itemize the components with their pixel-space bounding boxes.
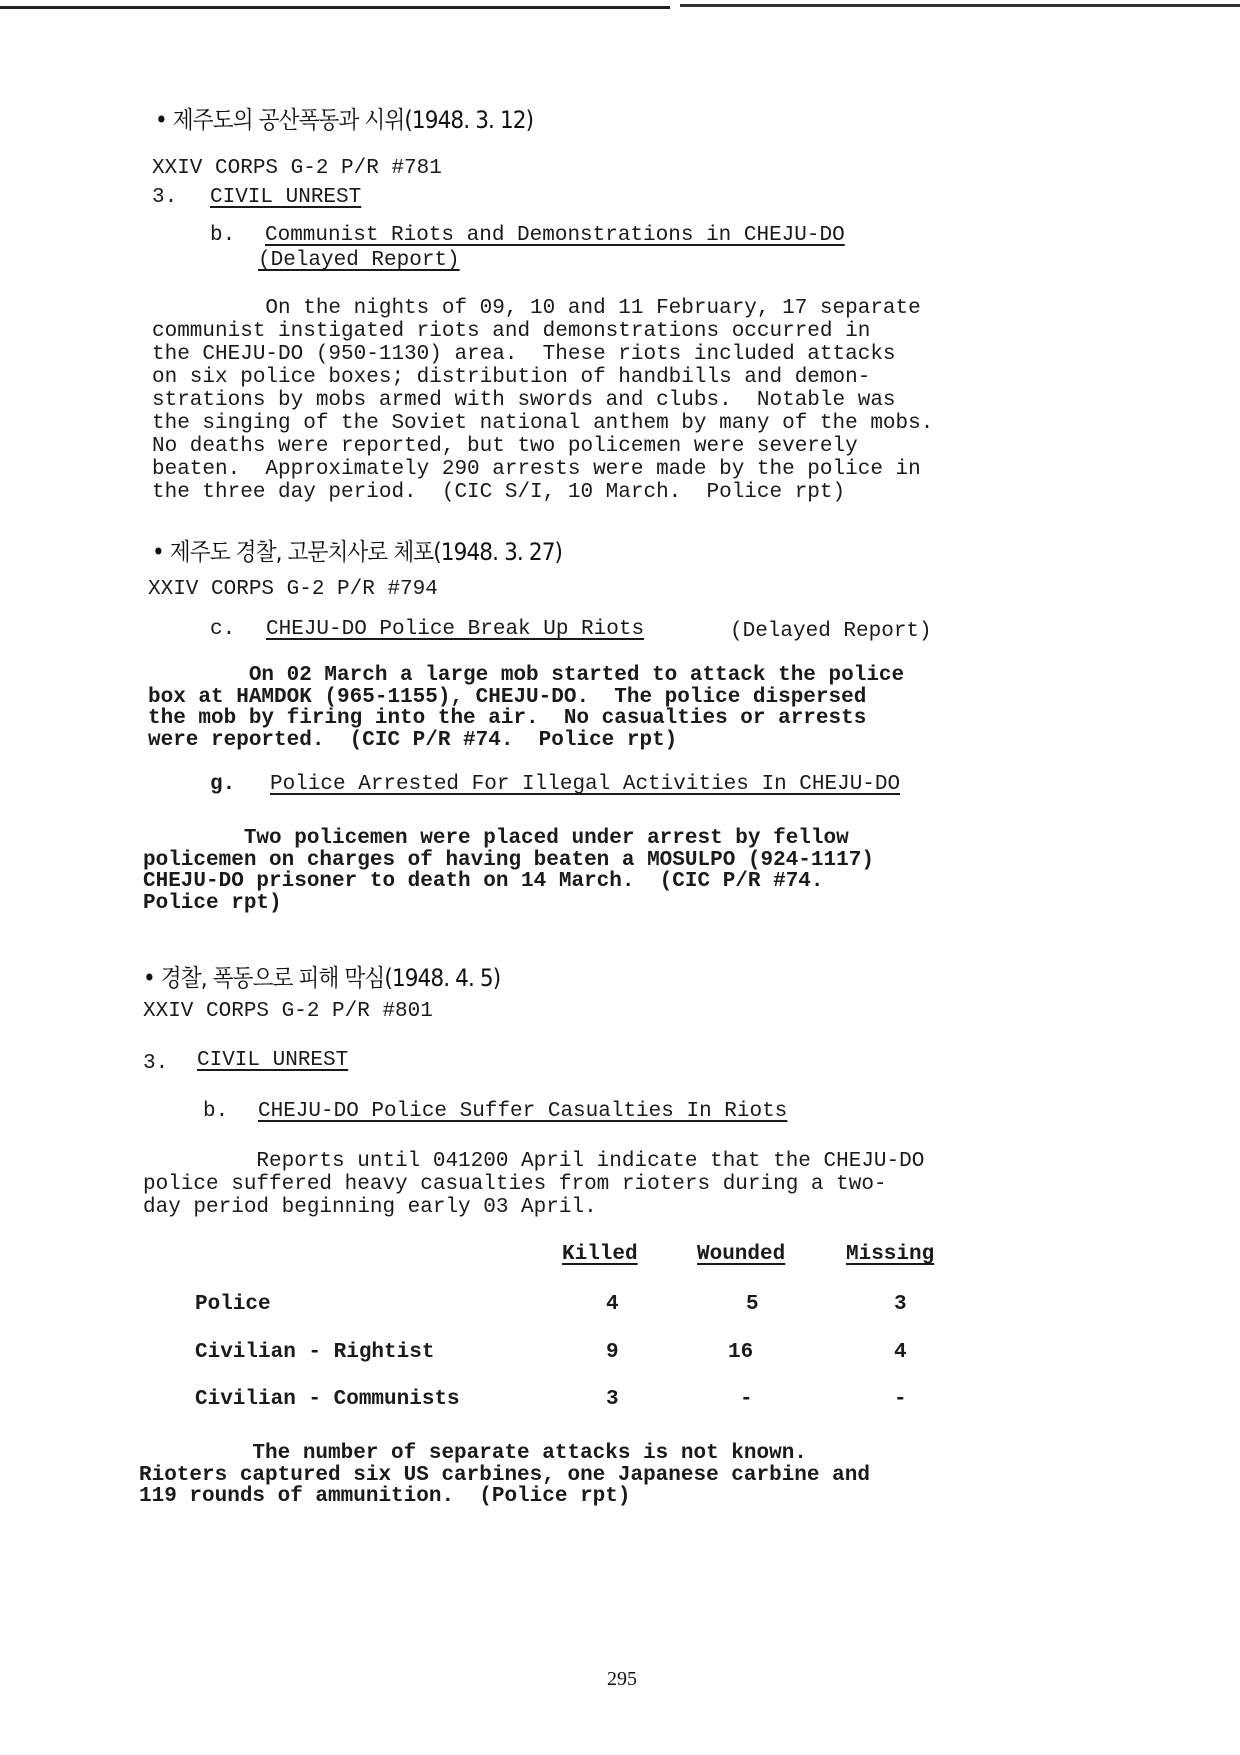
report-id-781: XXIV CORPS G-2 P/R #781 xyxy=(152,157,442,180)
text-line: policemen on charges of having beaten a MOSULPO (924-1117) xyxy=(143,848,874,872)
cell-wounded: - xyxy=(740,1388,753,1411)
scan-border-top-right xyxy=(680,4,1240,7)
text-line: Reports until 041200 April indicate that the CHEJU-DO xyxy=(143,1150,925,1173)
item-letter-c: c. xyxy=(210,618,236,641)
item-letter-b-3: b. xyxy=(203,1100,229,1123)
scan-border-top-left xyxy=(0,6,670,9)
text-line: box at HAMDOK (965-1155), CHEJU-DO. The police dispersed xyxy=(148,685,867,709)
cell-killed: 4 xyxy=(606,1293,619,1316)
paragraph-police-arrested xyxy=(143,828,874,914)
text-line: the singing of the Soviet national anthem by many of the mobs. xyxy=(152,412,934,435)
text-line: beaten. Approximately 290 arrests were made by the police in xyxy=(152,458,921,481)
text-line: On the nights of 09, 10 and 11 February, 17 separate xyxy=(152,297,921,320)
paragraph-communist-riots xyxy=(152,297,933,504)
table-header-killed: Killed xyxy=(562,1243,638,1266)
text-line: day period beginning early 03 April. xyxy=(143,1196,597,1219)
paragraph-closing xyxy=(139,1443,870,1508)
report-id-801: XXIV CORPS G-2 P/R #801 xyxy=(143,1000,433,1023)
text-line: Police rpt) xyxy=(143,891,282,915)
report-id-794: XXIV CORPS G-2 P/R #794 xyxy=(148,578,438,601)
korean-heading-2: • 제주도 경찰, 고문치사로 체포(1948. 3. 27) xyxy=(152,538,563,566)
text-line: CHEJU-DO prisoner to death on 14 March. (CIC P/R #74. xyxy=(143,870,824,893)
item-title-communist-riots: Communist Riots and Demonstrations in CHEJU-DO xyxy=(265,224,845,247)
cell-missing: - xyxy=(894,1388,907,1411)
text-line: on six police boxes; distribution of handbills and demon- xyxy=(152,366,871,389)
cell-wounded: 16 xyxy=(728,1341,754,1364)
text-line: were reported. (CIC P/R #74. Police rpt) xyxy=(148,728,678,752)
text-line: On 02 March a large mob started to attack the police xyxy=(148,664,905,687)
korean-heading-1: • 제주도의 공산폭동과 시위(1948. 3. 12) xyxy=(155,106,534,134)
cell-killed: 3 xyxy=(606,1388,619,1411)
row-label: Civilian - Communists xyxy=(195,1388,460,1411)
text-line: Two policemen were placed under arrest by fellow xyxy=(143,827,849,850)
text-line: the three day period. (CIC S/I, 10 March. Police rpt) xyxy=(152,481,846,504)
item-title-police-suffer-casualties: CHEJU-DO Police Suffer Casualties In Riots xyxy=(258,1100,788,1123)
section-title-civil-unrest-1: CIVIL UNREST xyxy=(210,186,362,209)
cell-missing: 3 xyxy=(894,1293,907,1316)
cell-missing: 4 xyxy=(894,1341,907,1364)
cell-killed: 9 xyxy=(606,1341,619,1364)
text-line: the mob by firing into the air. No casualties or arrests xyxy=(148,707,867,730)
paragraph-casualties xyxy=(143,1150,924,1219)
korean-heading-3: • 경찰, 폭동으로 피해 막심(1948. 4. 5) xyxy=(143,964,501,992)
table-header-missing: Missing xyxy=(846,1243,935,1266)
page-number: 295 xyxy=(607,1668,637,1690)
item-letter-b-1: b. xyxy=(210,224,236,247)
text-line: The number of separate attacks is not known. xyxy=(139,1442,807,1465)
row-label: Civilian - Rightist xyxy=(195,1341,435,1364)
text-line: strations by mobs armed with swords and clubs. Notable was xyxy=(152,389,896,412)
text-line: No deaths were reported, but two policemen were severely xyxy=(152,435,858,458)
section-number-3: 3. xyxy=(143,1052,169,1075)
table-header-wounded: Wounded xyxy=(697,1243,786,1266)
text-line: communist instigated riots and demonstrations occurred in xyxy=(152,320,871,343)
text-line: 119 rounds of ammunition. (Police rpt) xyxy=(139,1485,631,1508)
item-title-police-break-up-riots: CHEJU-DO Police Break Up Riots xyxy=(266,618,645,641)
section-title-civil-unrest-3: CIVIL UNREST xyxy=(197,1049,349,1072)
item-letter-g: g. xyxy=(210,773,236,796)
item-title-delayed-report: (Delayed Report) xyxy=(258,249,460,272)
item-title-police-arrested: Police Arrested For Illegal Activities In CHEJU-DO xyxy=(270,773,901,796)
paragraph-police-break-up-riots xyxy=(148,665,904,751)
cell-wounded: 5 xyxy=(746,1293,759,1316)
item-title-suffix-delayed: (Delayed Report) xyxy=(730,620,932,643)
section-number-1: 3. xyxy=(152,186,178,209)
text-line: police suffered heavy casualties from rioters during a two- xyxy=(143,1173,887,1196)
row-label: Police xyxy=(195,1293,271,1316)
text-line: Rioters captured six US carbines, one Japanese carbine and xyxy=(139,1463,870,1487)
text-line: the CHEJU-DO (950-1130) area. These riots included attacks xyxy=(152,343,896,366)
